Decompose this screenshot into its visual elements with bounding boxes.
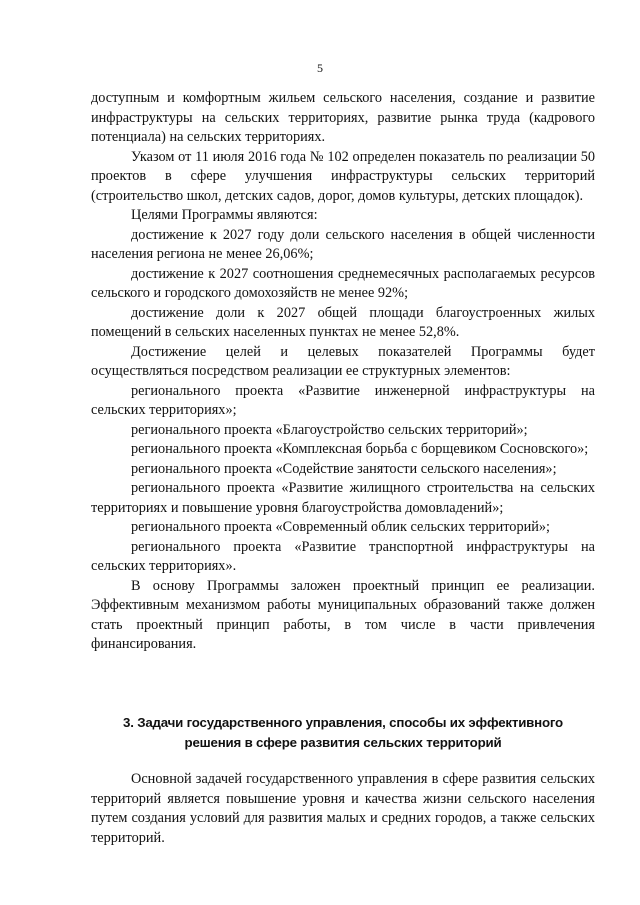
page-number: 5 bbox=[317, 61, 323, 75]
paragraph: Основной задачей государственного управления в сфере развития сельских территорий является повышение уровня и качества жизни сельского населения путем создания условий для развития малых и средних городов, а также сельских территорий. bbox=[91, 771, 595, 846]
paragraph: регионального проекта «Развитие жилищного строительства на сельских территориях и повышение уровня благоустройства домовладений»; bbox=[91, 480, 595, 516]
paragraph: регионального проекта «Содействие занятости сельского населения»; bbox=[131, 460, 557, 477]
paragraph: достижение к 2027 году доли сельского населения в общей численности населения региона не менее 26,06%; bbox=[91, 226, 595, 262]
body-text bbox=[91, 89, 595, 655]
section-heading bbox=[91, 713, 595, 753]
paragraph: достижение к 2027 соотношения среднемесячных располагаемых ресурсов сельского и городского домохозяйств не менее 92%; bbox=[91, 265, 595, 301]
paragraph: Достижение целей и целевых показателей Программы будет осуществляться посредством реализации ее структурных элементов: bbox=[91, 343, 595, 379]
section-heading-line: решения в сфере развития сельских территорий bbox=[184, 735, 502, 750]
paragraph: доступным и комфортным жильем сельского населения, создание и развитие инфраструктуры на сельских территориях, развитие рынка труда (кадрового потенциала) на сельских территориях. bbox=[91, 90, 595, 145]
section-text bbox=[91, 770, 595, 848]
paragraph: регионального проекта «Развитие инженерной инфраструктуры на сельских территориях»; bbox=[91, 382, 595, 418]
section-heading-line: 3. Задачи государственного управления, способы их эффективного bbox=[123, 715, 563, 730]
paragraph: В основу Программы заложен проектный принцип ее реализации. Эффективным механизмом работы муниципальных образований также должен стать проектный принцип работы, в том числе в части привлечения финансирования. bbox=[91, 577, 595, 652]
paragraph: регионального проекта «Современный облик сельских территорий»; bbox=[131, 519, 551, 535]
paragraph: Указом от 11 июля 2016 года № 102 определен показатель по реализации 50 проектов в сфере улучшения инфраструктуры сельских территорий (строительство школ, детских садов, дорог, домов культуры, детских площадок). bbox=[91, 148, 595, 204]
paragraph: регионального проекта «Благоустройство сельских территорий»; bbox=[131, 421, 528, 438]
paragraph: регионального проекта «Развитие транспортной инфраструктуры на сельских территориях». bbox=[91, 538, 595, 574]
paragraph: Целями Программы являются: bbox=[131, 207, 318, 223]
paragraph: регионального проекта «Комплексная борьба с борщевиком Сосновского»; bbox=[131, 441, 589, 457]
paragraph: достижение доли к 2027 общей площади благоустроенных жилых помещений в сельских населенных пунктах не менее 52,8%. bbox=[91, 304, 595, 340]
